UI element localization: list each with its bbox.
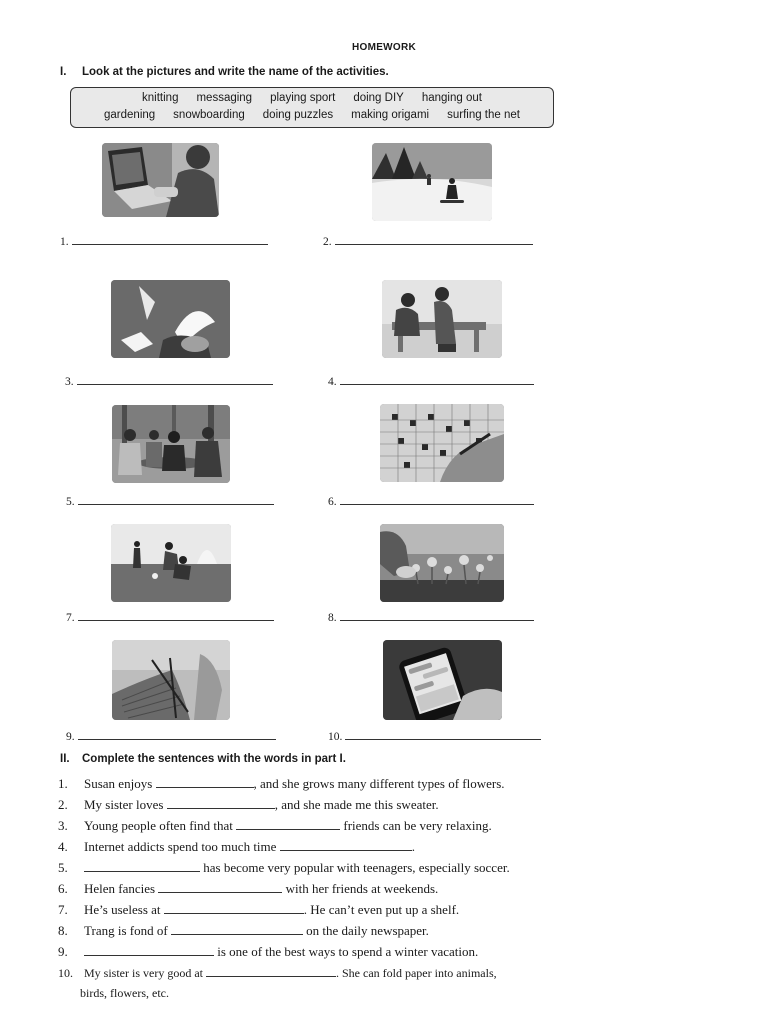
- answer-blank-1[interactable]: [60, 236, 268, 248]
- sentence-text: Helen fancies: [84, 881, 159, 896]
- sentence-text: Susan enjoys: [84, 776, 156, 791]
- part1-heading: [60, 66, 389, 78]
- laptop-browsing-photo: [102, 143, 219, 217]
- sentence-blank[interactable]: [167, 798, 275, 809]
- sentence-blank[interactable]: [280, 840, 412, 851]
- sentence-text: has become very popular with teenagers, especially soccer.: [200, 860, 510, 875]
- sentence-text: . She can fold paper into animals,: [336, 966, 497, 980]
- answer-blank-8[interactable]: [328, 612, 534, 624]
- answer-blank-10[interactable]: [328, 731, 541, 743]
- word-bank-item: messaging: [196, 92, 253, 104]
- answer-blank-7[interactable]: [66, 612, 274, 624]
- sentence-2: [58, 797, 439, 813]
- blank-number: 3.: [65, 376, 74, 388]
- gardening-photo: [380, 524, 504, 602]
- answer-blank-3[interactable]: [65, 376, 273, 388]
- sentence-number: 4.: [58, 839, 68, 854]
- word-bank-item: snowboarding: [173, 109, 245, 121]
- answer-blank-9[interactable]: [66, 731, 276, 743]
- blank-number: 8.: [328, 612, 337, 624]
- sentence-6: [58, 881, 438, 897]
- word-bank-row-1: [71, 92, 553, 104]
- sentence-8: [58, 923, 429, 939]
- sentence-number: 10.: [58, 966, 73, 980]
- sentence-number: 5.: [58, 860, 68, 875]
- woodwork-diy-photo: [382, 280, 502, 358]
- blank-number: 10.: [328, 731, 343, 743]
- sentence-text: My sister is very good at: [84, 966, 206, 980]
- sentence-blank[interactable]: [206, 966, 336, 977]
- word-bank-row-2: [71, 109, 553, 121]
- sentence-4: [58, 839, 415, 855]
- sentence-blank[interactable]: [84, 861, 200, 872]
- blank-number: 9.: [66, 731, 75, 743]
- sentence-number: 3.: [58, 818, 68, 833]
- blank-number: 6.: [328, 496, 337, 508]
- word-bank-item: hanging out: [421, 92, 482, 104]
- sentence-1: [58, 776, 505, 792]
- sentence-3: [58, 818, 492, 834]
- answer-blank-4[interactable]: [328, 376, 534, 388]
- part1-instruction: Look at the pictures and write the name of the activities.: [82, 66, 389, 78]
- football-sport-photo: [111, 524, 231, 602]
- word-bank-item: knitting: [142, 92, 179, 104]
- sentence-7: [58, 902, 459, 918]
- sentence-10-continuation: birds, flowers, etc.: [80, 986, 169, 1000]
- sentence-number: 2.: [58, 797, 68, 812]
- word-bank-item: playing sport: [270, 92, 336, 104]
- answer-blank-6[interactable]: [328, 496, 534, 508]
- part2-instruction: Complete the sentences with the words in part I.: [82, 753, 346, 765]
- blank-number: 1.: [60, 236, 69, 248]
- word-bank-item: doing puzzles: [262, 109, 334, 121]
- sentence-number: 6.: [58, 881, 68, 896]
- page-title: HOMEWORK: [351, 42, 417, 53]
- part1-number: I.: [60, 66, 67, 78]
- sentence-text: , and she made me this sweater.: [274, 797, 439, 812]
- sentence-text: . He can’t even put up a shelf.: [303, 902, 460, 917]
- blank-number: 7.: [66, 612, 75, 624]
- word-bank-item: doing DIY: [353, 92, 404, 104]
- blank-number: 5.: [66, 496, 75, 508]
- blank-number: 2.: [323, 236, 332, 248]
- sentence-text: is one of the best ways to spend a winter vacation.: [214, 944, 479, 959]
- sentence-text: He’s useless at: [84, 902, 164, 917]
- sentence-blank[interactable]: [158, 882, 282, 893]
- word-bank: [70, 87, 554, 128]
- sentence-number: 8.: [58, 923, 68, 938]
- blank-number: 4.: [328, 376, 337, 388]
- sentence-blank[interactable]: [171, 924, 303, 935]
- part2-heading: [60, 753, 346, 765]
- sentence-blank[interactable]: [156, 777, 254, 788]
- sentence-number: 7.: [58, 902, 68, 917]
- sentence-text: My sister loves: [84, 797, 167, 812]
- sentence-blank[interactable]: [236, 819, 340, 830]
- sentence-blank[interactable]: [84, 945, 214, 956]
- part2-number: II.: [60, 753, 70, 765]
- sentence-text: on the daily newspaper.: [302, 923, 429, 938]
- answer-blank-5[interactable]: [66, 496, 274, 508]
- sentence-text: .: [411, 839, 415, 854]
- sentence-5: [58, 860, 510, 876]
- friends-hanging-out-photo: [112, 405, 230, 483]
- answer-blank-2[interactable]: [323, 236, 533, 248]
- origami-photo: [111, 280, 230, 358]
- sentence-text: Young people often find that: [84, 818, 237, 833]
- sentence-text: Trang is fond of: [84, 923, 171, 938]
- snowboarding-photo: [372, 143, 492, 221]
- sentence-blank[interactable]: [164, 903, 304, 914]
- sentence-text: friends can be very relaxing.: [340, 818, 492, 833]
- knitting-photo: [112, 640, 230, 720]
- sentence-number: 1.: [58, 776, 68, 791]
- crossword-puzzle-photo: [380, 404, 504, 482]
- sentence-number: 9.: [58, 944, 68, 959]
- word-bank-item: gardening: [104, 109, 156, 121]
- sentence-text: with her friends at weekends.: [282, 881, 439, 896]
- word-bank-item: making origami: [351, 109, 430, 121]
- word-bank-item: surfing the net: [447, 109, 520, 121]
- sentence-text: , and she grows many different types of flowers.: [253, 776, 505, 791]
- sentence-text: Internet addicts spend too much time: [84, 839, 280, 854]
- sentence-10: [58, 966, 497, 981]
- sentence-9: [58, 944, 478, 960]
- smartphone-messaging-photo: [383, 640, 502, 720]
